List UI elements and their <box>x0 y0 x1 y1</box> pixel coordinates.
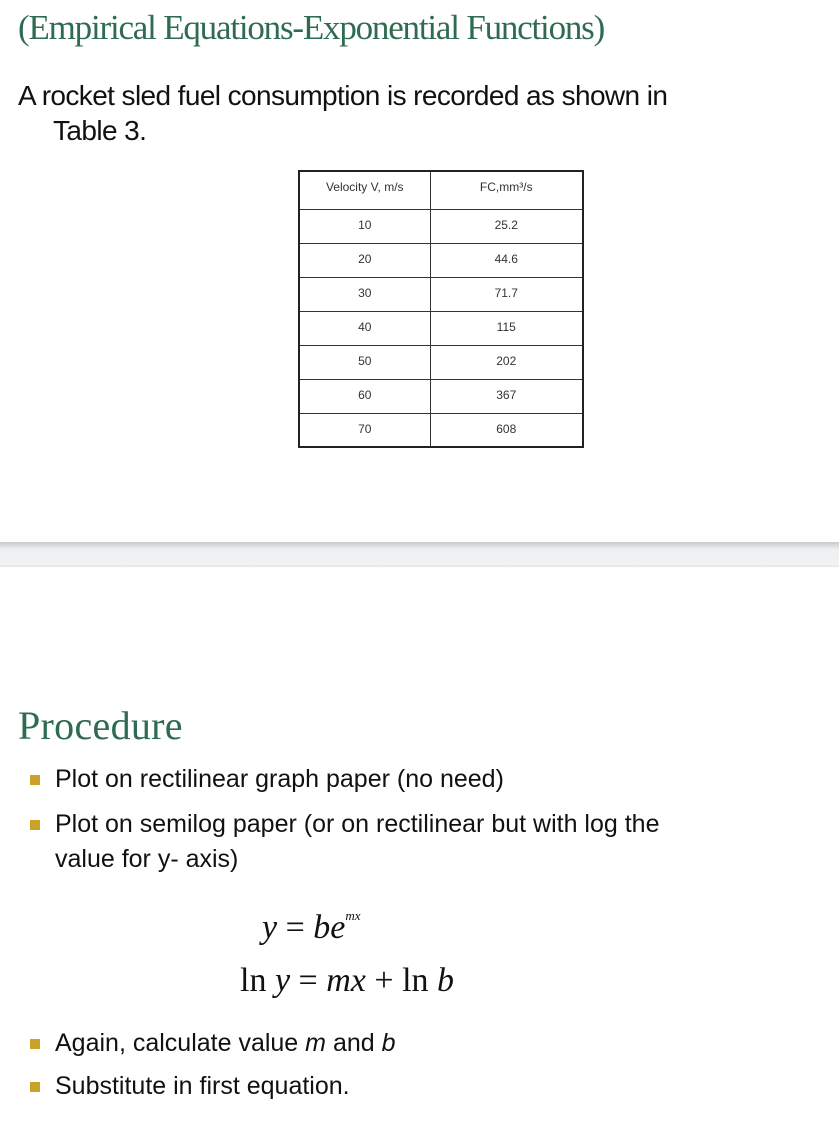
header-velocity: Velocity V, m/s <box>299 171 430 209</box>
velocity-cell: 10 <box>299 209 430 243</box>
eq-equals: = <box>290 962 327 999</box>
table-row <box>299 345 583 379</box>
velocity-cell: 30 <box>299 277 430 311</box>
eq-mx: mx <box>326 962 366 999</box>
eq-y: y <box>274 962 291 999</box>
bullet-text: Plot on semilog paper (or on rectilinear but with log the <box>55 810 660 838</box>
var-b: b <box>381 1029 396 1057</box>
eq-exponent: mx <box>345 908 361 923</box>
fc-cell: 367 <box>430 379 583 413</box>
table-row <box>299 311 583 345</box>
var-m: m <box>305 1029 326 1057</box>
eq-plus: + <box>365 962 403 999</box>
equation-log <box>240 962 454 1000</box>
table-row <box>299 277 583 311</box>
table-row <box>299 379 583 413</box>
fc-cell: 25.2 <box>430 209 583 243</box>
bullet-text: Plot on rectilinear graph paper (no need) <box>55 765 504 793</box>
body-text-line2: Table 3. <box>53 115 147 146</box>
eq-ln: ln <box>240 962 275 999</box>
fc-cell: 608 <box>430 413 583 447</box>
fc-cell: 202 <box>430 345 583 379</box>
slide-divider <box>0 542 839 567</box>
data-table <box>298 170 584 448</box>
velocity-cell: 20 <box>299 243 430 277</box>
eq-b: b <box>437 962 455 999</box>
bullet-text: Substitute in first equation. <box>55 1072 350 1100</box>
fc-cell: 44.6 <box>430 243 583 277</box>
bullet-icon <box>30 1082 40 1092</box>
eq-equals: = <box>277 909 314 946</box>
bullet-text <box>55 1029 396 1058</box>
equation-exponential <box>262 908 361 947</box>
bullet-text-part: and <box>326 1029 382 1057</box>
fc-cell: 115 <box>430 311 583 345</box>
bullet-text-part: Again, calculate value <box>55 1029 306 1057</box>
eq-ln: ln <box>402 962 438 999</box>
bullet-icon <box>30 1039 40 1049</box>
bullet-icon <box>30 820 40 830</box>
eq-y: y <box>262 909 278 946</box>
velocity-cell: 60 <box>299 379 430 413</box>
eq-b: b <box>313 909 331 946</box>
table-row <box>299 209 583 243</box>
procedure-title: Procedure <box>18 703 183 748</box>
eq-e: e <box>330 909 346 946</box>
velocity-cell: 70 <box>299 413 430 447</box>
bullet-icon <box>30 775 40 785</box>
slide-title: (Empirical Equations-Exponential Functions) <box>18 8 605 47</box>
table-row <box>299 243 583 277</box>
table-row <box>299 413 583 447</box>
body-text-line1: A rocket sled fuel consumption is recorded as shown in <box>18 80 668 111</box>
header-fc: FC,mm³/s <box>430 171 583 209</box>
velocity-cell: 40 <box>299 311 430 345</box>
fc-cell: 71.7 <box>430 277 583 311</box>
bullet-text-cont: value for y- axis) <box>55 845 239 873</box>
velocity-cell: 50 <box>299 345 430 379</box>
